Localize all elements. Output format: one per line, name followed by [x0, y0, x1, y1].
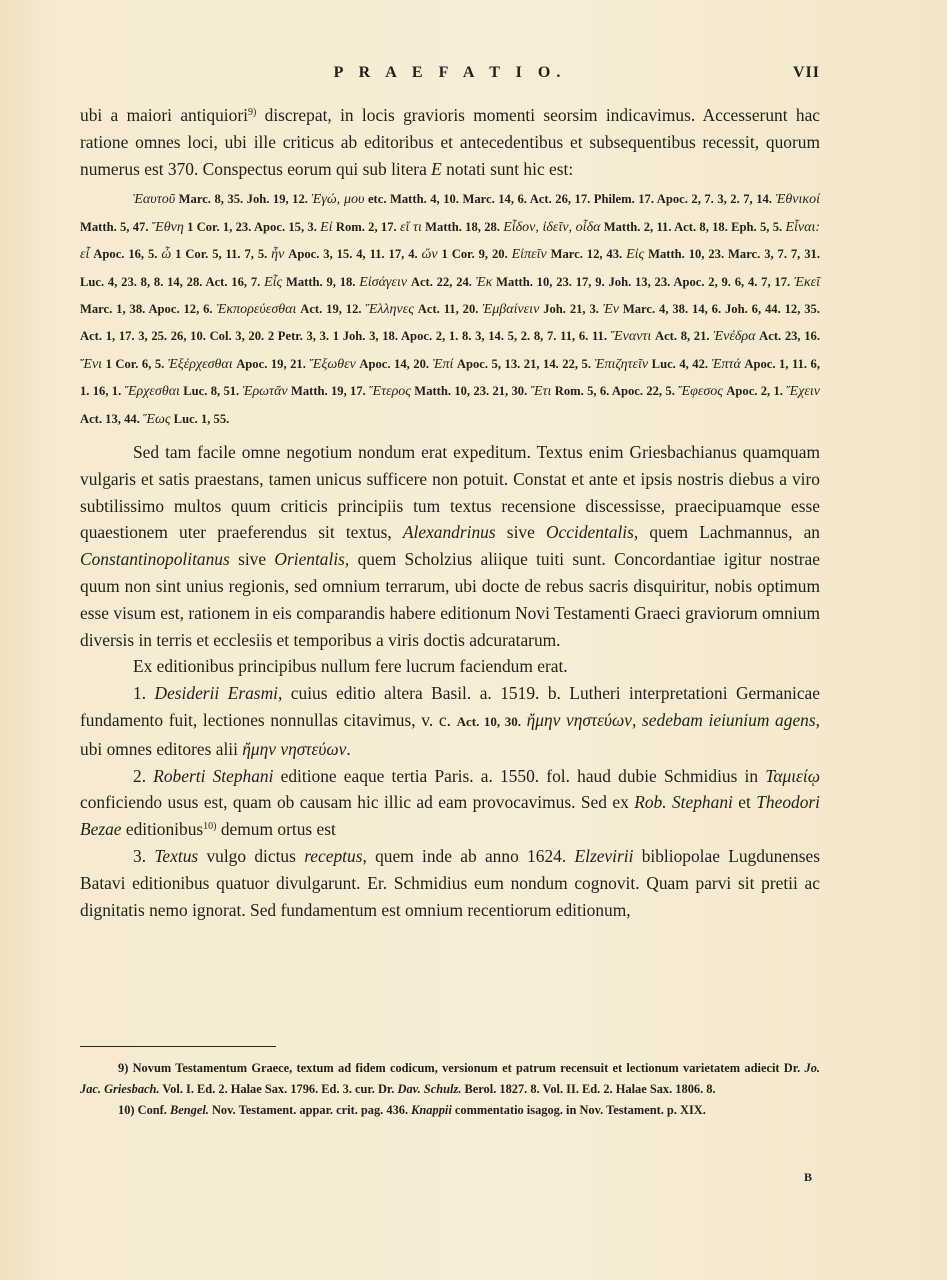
greek-headword: Ἔρχεσθαι: [124, 384, 180, 400]
greek-headword: Ἔχειν: [786, 384, 820, 400]
greek-headword: Ἐκπορεύεσθαι: [216, 302, 297, 318]
greek-phrase: ἤμην νηστεύων: [242, 738, 347, 759]
italic-name: Knappii: [411, 1103, 452, 1117]
text-span: et: [732, 792, 757, 813]
greek-headword: Ἑπτά: [711, 356, 741, 372]
reference-list: Act. 23, 16.: [755, 329, 820, 344]
greek-headword: Ἐκ: [475, 274, 493, 290]
footnote-9: [80, 1058, 820, 1100]
greek-headword: Ἐν: [602, 302, 619, 318]
reference-list: Marc. 12, 43.: [546, 247, 627, 262]
reference-list: Act. 8, 21.: [651, 329, 714, 344]
reference-list: Matth. 19, 17.: [287, 384, 370, 399]
reference-list: Marc. 1, 38. Apoc. 12, 6.: [80, 302, 217, 317]
text-span: sive: [229, 549, 275, 570]
greek-headword: Εἶναι: εἶ: [80, 219, 821, 263]
italic-term: receptus: [304, 846, 363, 866]
footnote-10: [80, 1100, 820, 1121]
greek-phrase: ἤμην νηστεύων,: [526, 710, 637, 731]
text-span: , quem inde ab anno 1624.: [362, 846, 575, 866]
greek-headword: Ἐνέδρα: [713, 329, 756, 345]
italic-name: Dav. Schulz.: [397, 1082, 462, 1096]
reference-list: Apoc. 19, 21.: [232, 356, 310, 371]
greek-headword: ἦν: [271, 247, 285, 263]
paragraph-1: [80, 102, 820, 182]
text-span: 9) Novum Testamentum Graece, textum ad fidem codicum, versionum et patrum recensuit et lectionum varietatem adiecit Dr.: [118, 1061, 805, 1075]
italic-name: Roberti Stephani: [153, 765, 274, 786]
italic-name: Rob. Stephani: [634, 792, 733, 813]
greek-headword: Ἔθνη: [151, 219, 184, 235]
reference-list: Matth. 10, 23. 17, 9. Joh. 13, 23. Apoc. 2, 9. 6, 4. 7, 17.: [492, 274, 794, 289]
text-span: 10) Conf.: [118, 1103, 170, 1117]
text-span: ubi a maiori antiquiori: [80, 105, 248, 125]
reference-list: Act. 11, 20.: [413, 302, 483, 317]
greek-headword: Ἔναντι: [610, 329, 652, 345]
greek-headword: Ἐμβαίνειν: [482, 302, 540, 318]
italic-name: Jo. Jac. Griesbach.: [80, 1061, 820, 1096]
greek-headword: ὤν: [421, 247, 438, 263]
text-span: editionibus: [121, 819, 204, 840]
text-span: notati sunt hic est:: [441, 158, 574, 179]
paragraph-2: [80, 439, 820, 653]
greek-headword: Ἐθνικοί: [775, 192, 820, 208]
greek-headword: Ἐξέρχεσθαι: [167, 356, 233, 372]
reference-list: 1 Cor. 5, 11. 7, 5.: [171, 247, 272, 262]
italic-name: Bengel.: [169, 1103, 209, 1117]
reference-list: Luc. 1, 55.: [170, 411, 230, 426]
reference-list: Marc. 8, 35. Joh. 19, 12.: [175, 192, 312, 207]
text-span: discrepat, in locis gravioris momenti seorsim indicavimus. Accesserunt hac ratione omnes loci, ubi ille criticus ab editoribus et antecedentibus et subsequentibus recessit, quorum numerus est 370. Conspectus eorum qui sub litera: [80, 105, 821, 179]
greek-headword: Ἔτι: [530, 384, 552, 400]
greek-headword: Εἰσάγειν: [359, 274, 408, 290]
reference-list: Rom. 2, 17.: [332, 219, 400, 234]
greek-headword: Ἕως: [142, 411, 171, 427]
reference-list: Apoc. 5, 13. 21, 14. 22, 5.: [453, 356, 595, 371]
greek-word: Ταμιείῳ: [765, 765, 821, 786]
reference-list: 1 Cor. 1, 23. Apoc. 15, 3.: [183, 219, 321, 234]
signature-mark: B: [804, 1170, 813, 1184]
reference-list: Matth. 2, 11. Act. 8, 18. Eph. 5, 5.: [600, 219, 786, 234]
greek-headword: Ἔφεσος: [678, 384, 723, 400]
italic-phrase: sedebam ieiunium agens: [642, 710, 816, 731]
page-number: VII: [792, 64, 820, 81]
reference-list: etc. Matth. 4, 10. Marc. 14, 6. Act. 26, 17. Philem. 17. Apoc. 2, 7. 3, 2. 7, 14.: [364, 192, 776, 207]
text-span: demum ortus est: [216, 819, 336, 840]
text-span: Vol. I. Ed. 2. Halae Sax. 1796. Ed. 3. cur. Dr.: [159, 1082, 398, 1096]
greek-headword: Εἷς: [264, 274, 283, 290]
paragraph-stephanus: [80, 763, 820, 843]
italic-name: Textus: [154, 846, 199, 866]
greek-headword: Εἰ: [320, 219, 333, 235]
main-text: [80, 102, 820, 923]
reference-list: Act. 13, 44.: [80, 411, 143, 426]
italic-name: Desiderii Erasmi: [154, 683, 278, 704]
item-number: 3.: [133, 846, 155, 866]
reference-list: Apoc. 16, 5.: [89, 247, 162, 262]
reference-list: Matth. 9, 18.: [282, 274, 360, 289]
reference-list: Act. 19, 12.: [296, 302, 366, 317]
reference-list: Rom. 5, 6. Apoc. 22, 5.: [551, 384, 679, 399]
reference-list: Apoc. 2, 1.: [722, 384, 787, 399]
greek-headword: Ἕλληνες: [365, 302, 414, 318]
greek-headword: Εἶδον, ἰδεῖν, οἶδα: [503, 219, 601, 235]
text-span: , ubi omnes editores alii: [80, 710, 820, 759]
greek-headword: Ἐπιζητεῖν: [594, 356, 649, 372]
italic-term: Orientalis,: [274, 549, 350, 570]
conspectus-list: [80, 186, 820, 433]
reference-list: Joh. 21, 3.: [539, 302, 603, 317]
greek-headword: Ἕτερος: [369, 384, 411, 400]
text-span: editione eaque tertia Paris. a. 1550. fol. haud dubie Schmidius in: [273, 765, 766, 786]
greek-headword: Ἑαυτοῦ: [133, 192, 176, 208]
greek-headword: Ἐρωτᾶν: [242, 384, 288, 400]
reference-list: Matth. 10, 23. Marc. 3, 7. 7, 31. Luc. 4, 23. 8, 8. 14, 28. Act. 16, 7.: [80, 247, 820, 289]
reference-list: Act. 22, 24.: [407, 274, 476, 289]
italic-name: Elzevirii: [574, 846, 634, 866]
reference: Act. 10, 30.: [456, 714, 521, 730]
text-span: quem Lachmannus, an: [638, 522, 821, 543]
reference-list: 1 Cor. 9, 20.: [437, 247, 512, 262]
paragraph-3: Ex editionibus principibus nullum fere lucrum faciendum erat.: [133, 656, 568, 677]
reference-list: 1 Cor. 6, 5.: [102, 356, 168, 371]
reference-list: Marc. 4, 38. 14, 6. Joh. 6, 44. 12, 35. Act. 1, 17. 3, 25. 26, 10. Col. 3, 20. 2 Petr. 3, 3. 1 Joh. 3, 18. Apoc. 2, 1. 8. 3, 14. 5, 2. 8, 7. 11, 6. 11.: [80, 302, 821, 344]
greek-headword: ὦ: [161, 247, 172, 263]
text-span: vulgo dictus: [198, 846, 305, 866]
item-number: 1.: [133, 683, 155, 704]
text-span: , cuius editio altera Basil. a. 1519. b. Lutheri interpretationi Germanicae fundamento fuit, lectiones nonnullas citavimus, v. c.: [80, 683, 820, 731]
greek-headword: Ἐγώ, μου: [311, 192, 365, 208]
text-span: Sed tam facile omne negotium nondum erat expeditum. Textus enim Griesbachianus quamquam vulgaris et satis praestans, tamen unicus sufficere non potuit. Constat et ante et ipsis nostris diebus a viro subtilissimo multos quum criticis principiis tum textus recensione discessisse, praecipuamque esse quaestionem uter praeferendus sit textus,: [80, 442, 820, 543]
text-span: bibliopolae Lugdunenses Batavi editionibus quatuor divulgarunt. Er. Schmidius eum nondum cognovit. Quam parvi sit pretii ac dignitatis nemo ignorat. Sed fundamentum est omnium recentiorum editionum,: [80, 846, 821, 920]
item-number: 2.: [133, 765, 154, 786]
greek-headword: Εἰπεῖν: [511, 247, 547, 263]
italic-letter-e: E: [431, 158, 442, 179]
text-span: sive: [495, 522, 546, 543]
text-span: .: [346, 738, 351, 759]
reference-list: Luc. 8, 51.: [179, 384, 243, 399]
footnote-ref-10: 10): [203, 821, 217, 833]
text-span: commentatio isagog. in Nov. Testament. p. XIX.: [451, 1103, 706, 1117]
greek-headword: Ἐκεῖ: [793, 274, 820, 290]
footnotes: [80, 1058, 820, 1121]
greek-headword: Ἔνι: [80, 356, 103, 372]
text-span: Nov. Testament. appar. crit. pag. 436.: [208, 1103, 412, 1117]
italic-name: Theodori Bezae: [80, 792, 821, 840]
paragraph-erasmus: [80, 680, 820, 762]
reference-list: Matth. 10, 23. 21, 30.: [411, 384, 531, 399]
reference-list: Apoc. 1, 11. 6, 1. 16, 1.: [80, 356, 821, 399]
italic-term: Alexandrinus: [402, 522, 496, 543]
text-span: Berol. 1827. 8. Vol. II. Ed. 2. Halae Sax. 1806. 8.: [461, 1082, 716, 1096]
greek-headword: Εἰς: [626, 247, 645, 263]
reference-list: Matth. 18, 28.: [421, 219, 504, 234]
reference-list: Apoc. 3, 15. 4, 11. 17, 4.: [284, 247, 422, 262]
running-title: P R A E F A T I O.: [333, 64, 567, 81]
greek-headword: εἴ τι: [399, 219, 422, 235]
footnote-rule: [80, 1046, 276, 1047]
reference-list: Luc. 4, 42.: [648, 356, 712, 371]
paragraph-textus-receptus: [80, 843, 820, 923]
greek-headword: Ἐπί: [432, 356, 454, 372]
reference-list: Matth. 5, 47.: [80, 219, 152, 234]
text-span: quem Scholzius aliique tuiti sunt. Concordantiae igitur nostrae quum non sint unius regionis, sed omnium terrarum, ubi docte de rebus sacris disquiritur, nobis optimum esse visum est, rationem in eis comparandis habere editionum Novi Testamenti Graeci graviorum omnium diversis in terris et ecclesiis et temporibus a viris doctis adcuratarum.: [80, 549, 820, 650]
text-span: conficiendo usus est, quam ob causam hic illic ad eam provocavimus. Sed ex: [80, 792, 635, 813]
italic-term: Occidentalis,: [546, 522, 639, 543]
italic-term: Constantinopolitanus: [80, 549, 230, 570]
greek-headword: Ἔξωθεν: [309, 356, 356, 372]
footnote-ref-9: 9): [247, 107, 257, 118]
page-header: [80, 64, 820, 88]
reference-list: Apoc. 14, 20.: [355, 356, 433, 371]
